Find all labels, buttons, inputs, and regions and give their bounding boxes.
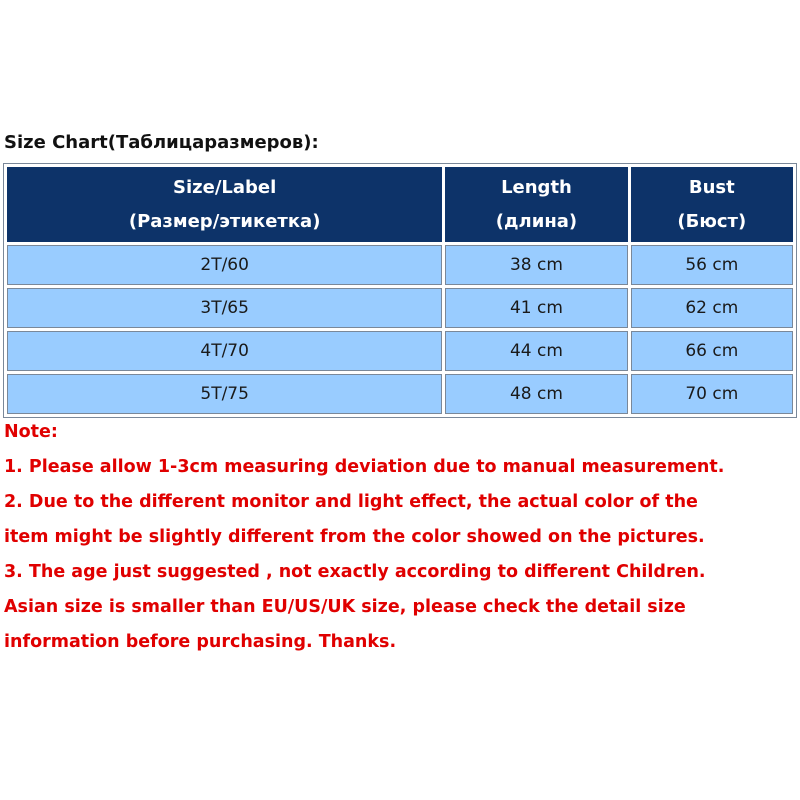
note-line: 2. Due to the different monitor and light effect, the actual color of the <box>4 492 698 512</box>
cell-length: 41 cm <box>445 288 627 328</box>
note-line: 3. The age just suggested , not exactly according to different Children. <box>4 562 706 582</box>
table-row <box>7 245 793 285</box>
header-bust <box>631 167 793 242</box>
cell-size: 4T/70 <box>7 331 442 371</box>
cell-length: 44 cm <box>445 331 627 371</box>
cell-length: 48 cm <box>445 374 627 414</box>
table-row <box>7 331 793 371</box>
header-bust-en: Bust <box>688 176 735 198</box>
cell-size: 2T/60 <box>7 245 442 285</box>
header-length-en: Length <box>501 176 572 198</box>
note-line: 1. Please allow 1-3cm measuring deviation due to manual measurement. <box>4 457 725 477</box>
table-row <box>7 288 793 328</box>
size-chart-title: Size Chart(Таблицаразмеров): <box>4 132 319 153</box>
note-line: Asian size is smaller than EU/US/UK size, please check the detail size <box>4 597 686 617</box>
cell-size: 5T/75 <box>7 374 442 414</box>
header-length-ru: (длина) <box>495 210 578 232</box>
cell-length: 38 cm <box>445 245 627 285</box>
notes-section <box>4 415 798 660</box>
header-size-label-ru: (Размер/этикетка) <box>128 210 321 232</box>
size-chart-table <box>3 163 797 418</box>
cell-bust: 56 cm <box>631 245 793 285</box>
cell-bust: 62 cm <box>631 288 793 328</box>
header-length <box>445 167 627 242</box>
cell-bust: 70 cm <box>631 374 793 414</box>
header-size-label-en: Size/Label <box>173 176 277 198</box>
header-bust-ru: (Бюст) <box>677 210 747 232</box>
notes-heading: Note: <box>4 422 58 442</box>
header-size-label <box>7 167 442 242</box>
note-line: information before purchasing. Thanks. <box>4 632 397 652</box>
cell-bust: 66 cm <box>631 331 793 371</box>
note-line: item might be slightly different from the color showed on the pictures. <box>4 527 705 547</box>
cell-size: 3T/65 <box>7 288 442 328</box>
table-row <box>7 374 793 414</box>
table-header-row <box>7 167 793 242</box>
